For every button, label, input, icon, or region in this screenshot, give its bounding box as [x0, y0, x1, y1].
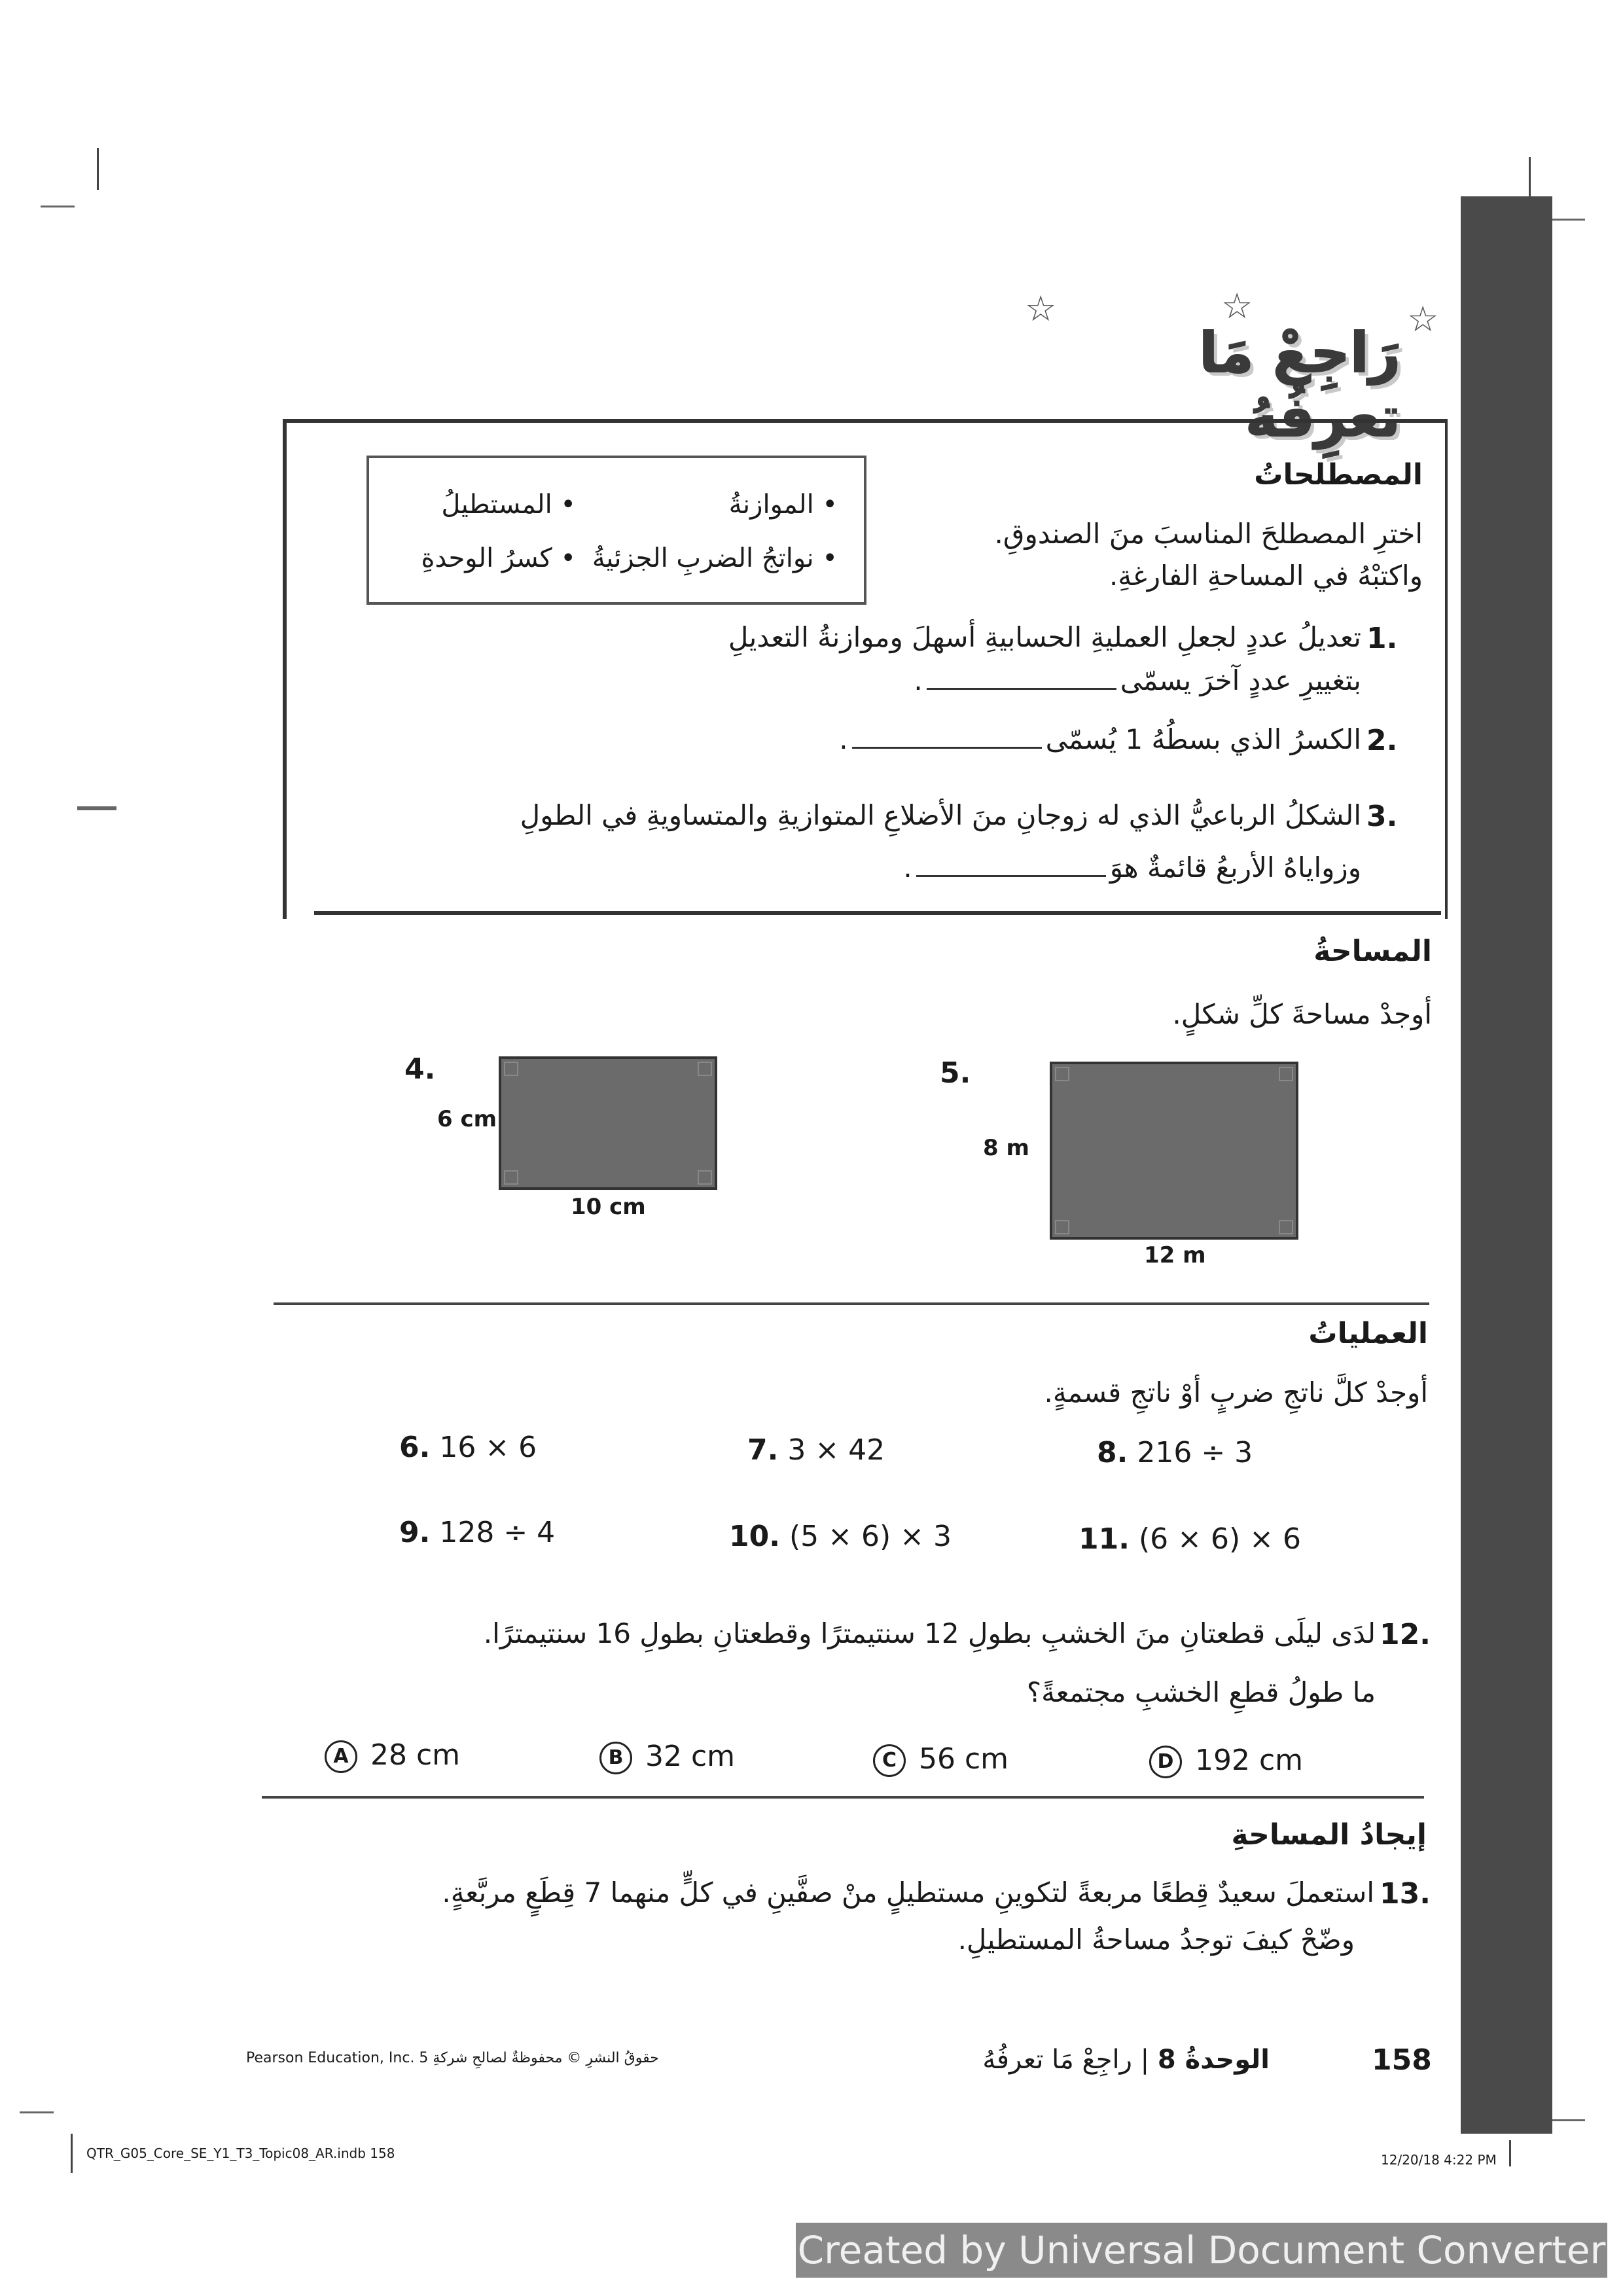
- vocabulary-instructions-2: واكتبْهُ في المساحةِ الفارغةِ.: [1109, 560, 1423, 592]
- answer-blank[interactable]: [916, 875, 1106, 877]
- crop-mark: [1552, 219, 1585, 221]
- dimension-label: 6 cm: [437, 1106, 497, 1132]
- dimension-label: 8 m: [983, 1135, 1029, 1161]
- crop-mark: [1509, 2140, 1511, 2166]
- q12-text: لدَى ليلَى قطعتانِ منَ الخشبِ بطولِ 12 سنتيمترًا وقطعتانِ بطولِ 16 سنتيمترًا.: [483, 1617, 1376, 1649]
- answer-blank[interactable]: [852, 747, 1042, 749]
- section-divider: [274, 1302, 1429, 1305]
- file-name: QTR_G05_Core_SE_Y1_T3_Topic08_AR.indb 158: [86, 2145, 395, 2161]
- page-edge-bar: [1461, 196, 1552, 2134]
- rectangle-shape: [1050, 1062, 1298, 1240]
- q1-line2: بتغييرِ عددٍ آخرَ يسمّى.: [914, 664, 1361, 696]
- answer-blank[interactable]: [927, 688, 1116, 690]
- q3-line2: وزواياهُ الأربعُ قائمةٌ هوَ.: [903, 852, 1361, 884]
- problem-7: 7. 3 × 42: [747, 1433, 885, 1467]
- q13-text: استعملَ سعيدٌ قِطعًا مربعةً لتكوينِ مستطيلٍ منْ صفَّينِ في كلٍّ منهما 7 قِطَعٍ مربَّعةٍ.: [442, 1876, 1374, 1909]
- choice-d[interactable]: D 192 cm: [1149, 1744, 1372, 1778]
- question-number: 5.: [940, 1056, 971, 1090]
- choice-b[interactable]: B 32 cm: [599, 1740, 809, 1774]
- watermark: Created by Universal Document Converter: [796, 2223, 1607, 2278]
- problem-6: 6. 16 × 6: [399, 1431, 537, 1464]
- operations-heading: العملياتُ: [1308, 1317, 1428, 1350]
- timestamp: 12/20/18 4:22 PM: [1381, 2152, 1497, 2168]
- page-title: رَاجِعْ مَا تعرِفُهُ: [1199, 321, 1400, 449]
- word-bank-term: • نواتجُ الضربِ الجزئيةُ: [592, 543, 838, 573]
- q1-text: تعديلُ عددٍ لجعلِ العمليةِ الحسابيةِ أسهلَ وموازنةُ التعديلِ: [728, 621, 1361, 653]
- problem-9: 9. 128 ÷ 4: [399, 1516, 556, 1549]
- vocabulary-frame-bottom: [314, 911, 1441, 915]
- copyright-notice: حقوقُ النشرِ © محفوظةٌ لصالحِ شركةِ Pearson Education, Inc. 5: [246, 2050, 659, 2066]
- word-bank-term: • الموازنةُ: [728, 490, 838, 520]
- vocabulary-instructions-1: اخترِ المصطلحَ المناسبَ منَ الصندوقِ.: [994, 518, 1423, 550]
- problem-10: 10. (5 × 6) × 3: [729, 1520, 952, 1553]
- area-heading: المساحةُ: [1313, 935, 1432, 968]
- q2-text: الكسرُ الذي بسطُهُ 1 يُسمّى.: [839, 723, 1361, 755]
- question-number: 3.: [1366, 800, 1398, 833]
- question-number: 1.: [1366, 622, 1398, 655]
- footer-unit-title: الوحدةُ 8 | راجِعْ مَا تعرفُهُ: [982, 2045, 1270, 2075]
- question-number: 4.: [404, 1052, 436, 1086]
- problem-11: 11. (6 × 6) × 6: [1079, 1522, 1301, 1556]
- word-bank-term: • المستطيلُ: [441, 490, 576, 520]
- page-number: 158: [1372, 2043, 1432, 2077]
- choice-c[interactable]: C 56 cm: [873, 1742, 1082, 1777]
- crop-mark: [1529, 157, 1531, 196]
- crop-mark: [20, 2111, 54, 2113]
- question-number: 2.: [1366, 724, 1398, 757]
- word-bank: [366, 456, 866, 605]
- crop-mark: [97, 148, 99, 190]
- q13-prompt: وضّحْ كيفَ توجدُ مساحةُ المستطيلِ.: [957, 1924, 1355, 1956]
- crop-mark: [1552, 2119, 1585, 2121]
- star-icon: ☆: [1025, 288, 1057, 329]
- choice-a[interactable]: A 28 cm: [325, 1738, 534, 1773]
- question-number: 13.: [1380, 1877, 1431, 1910]
- crop-mark: [41, 206, 75, 207]
- dimension-label: 10 cm: [571, 1194, 646, 1220]
- star-icon: ☆: [1221, 285, 1253, 327]
- word-bank-term: • كسرُ الوحدةِ: [421, 543, 576, 573]
- section-divider: [262, 1796, 1424, 1799]
- rectangle-shape: [499, 1056, 717, 1190]
- operations-instructions: أوجدْ كلَّ ناتجِ ضربٍ أوْ ناتجِ قسمةٍ.: [1044, 1376, 1428, 1408]
- q3-text: الشكلُ الرباعيُّ الذي له زوجانِ منَ الأضلاعِ المتوازيةِ والمتساويةِ في الطولِ: [520, 799, 1361, 831]
- vocabulary-heading: المصطلحاتُ: [1254, 458, 1423, 492]
- crop-mark: [71, 2134, 73, 2173]
- finding-area-heading: إيجادُ المساحةِ: [1231, 1818, 1427, 1852]
- problem-8: 8. 216 ÷ 3: [1097, 1436, 1253, 1469]
- dimension-label: 12 m: [1144, 1242, 1206, 1268]
- question-number: 12.: [1380, 1618, 1431, 1651]
- crop-mark: [77, 806, 116, 810]
- star-icon: ☆: [1407, 298, 1439, 340]
- area-instructions: أوجدْ مساحةَ كلِّ شكلٍ.: [1172, 998, 1432, 1030]
- q12-question: ما طولُ قطعِ الخشبِ مجتمعةً؟: [1026, 1676, 1376, 1708]
